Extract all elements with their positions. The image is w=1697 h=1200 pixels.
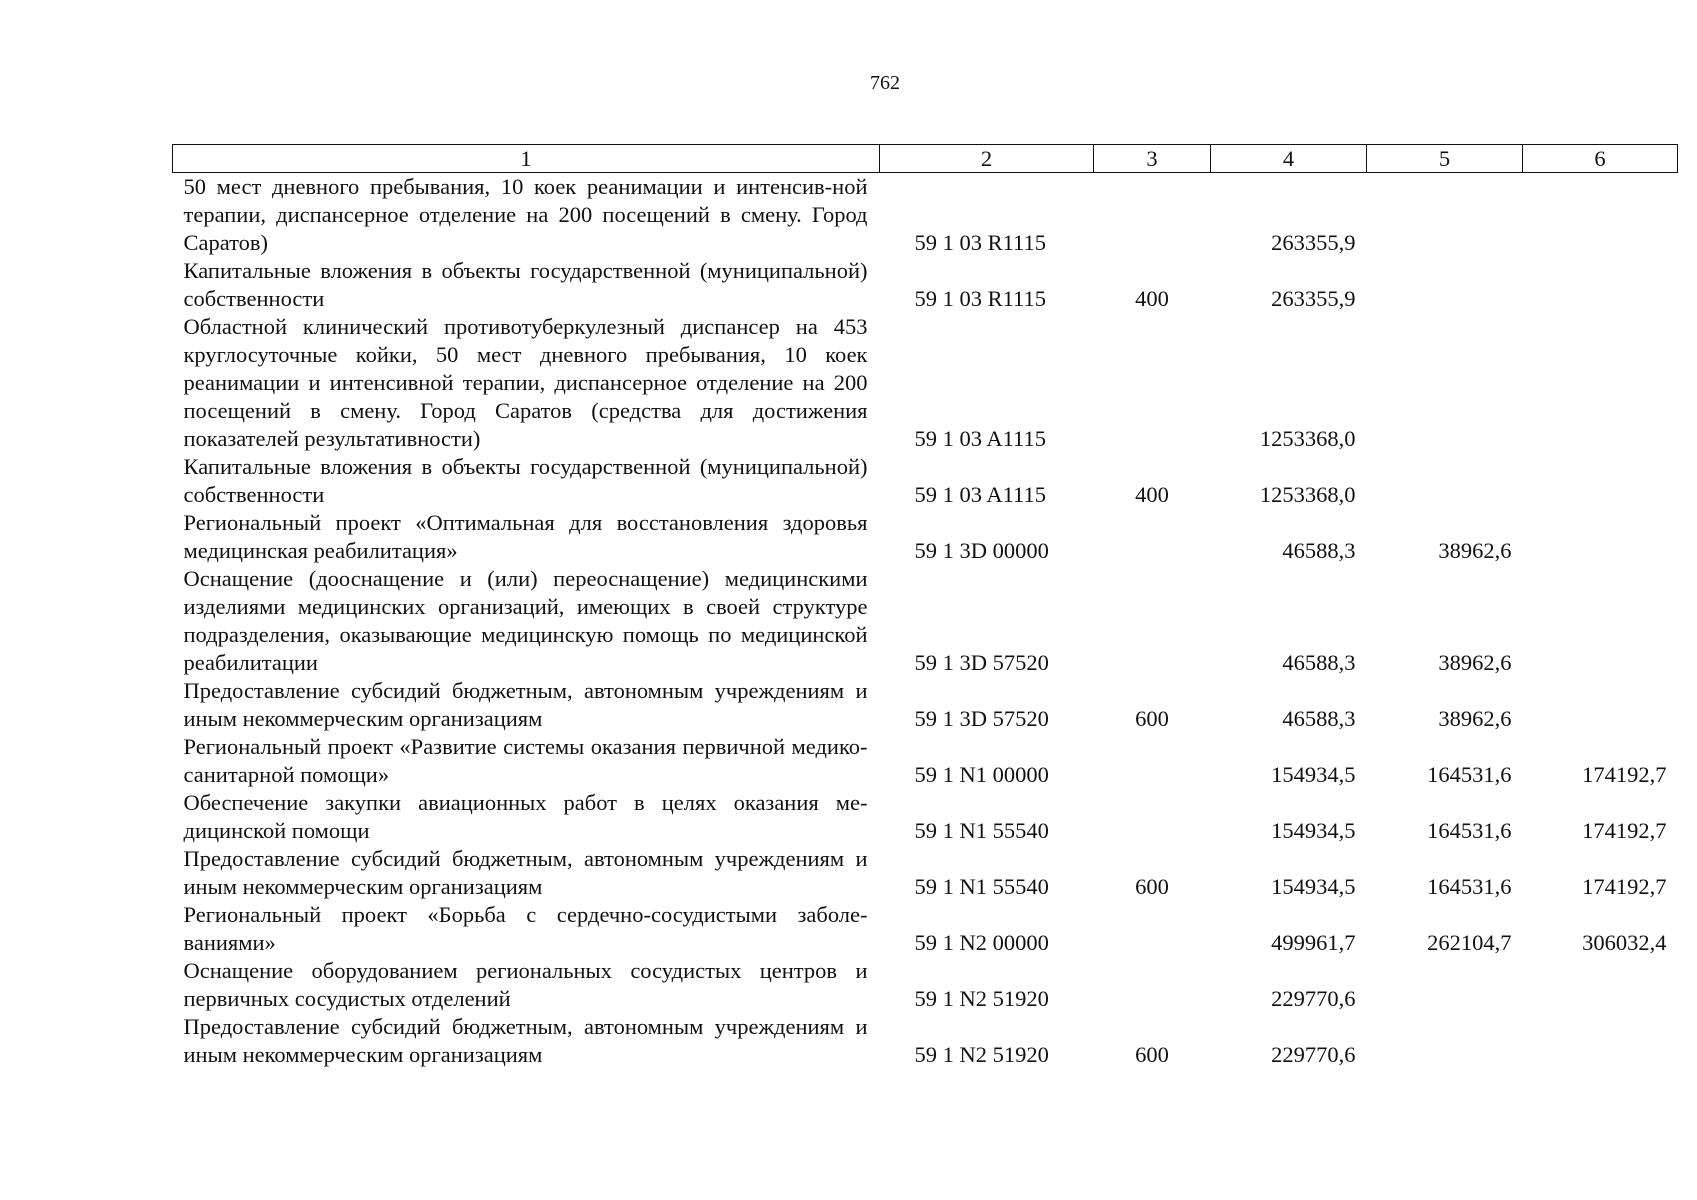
table-row [173,453,1678,509]
header-col-2: 2 [880,145,1094,173]
row-description: Оснащение (дооснащение и (или) переоснащение) медицинскими изделиями медицинских организаций, имеющих в своей структуре подразделения, оказывающие медицинскую помощь по медицинской реабилитации [183,566,868,675]
row-expense-type: 600 [1135,1042,1169,1067]
row-expense-type [1094,789,1211,845]
row-expense-type [1094,509,1211,565]
row-target-code: 59 1 03 A1115 [914,426,1046,451]
row-expense-type [1094,565,1211,677]
table-row [173,509,1678,565]
row-description: Обеспечение закупки авиационных работ в целях оказания медицинской помощи [183,790,868,843]
page-number: 762 [870,72,900,94]
row-amount-col-6 [1523,509,1678,565]
table-row [173,789,1678,845]
row-description: Оснащение оборудованием региональных сосудистых центров и первичных сосудистых отделений [183,958,868,1011]
row-amount-col-4: 154934,5 [1271,762,1356,787]
row-amount-col-4: 229770,6 [1271,986,1356,1011]
header-col-3: 3 [1094,145,1211,173]
table-row [173,173,1678,258]
row-amount-col-6: 174192,7 [1582,762,1667,787]
table-row [173,677,1678,733]
row-target-code: 59 1 3D 57520 [914,706,1049,731]
row-target-code: 59 1 N1 55540 [914,874,1049,899]
header-col-1: 1 [173,145,880,173]
row-amount-col-4: 263355,9 [1271,230,1356,255]
row-description: 50 мест дневного пребывания, 10 коек реанимации и интенсив-ной терапии, диспансерное отделение на 200 посещений в смену. Город Саратов) [183,174,868,255]
table-row [173,901,1678,957]
row-amount-col-5 [1367,173,1523,258]
row-description: Областной клинический противотуберкулезный диспансер на 453 круглосуточные койки, 50 мест дневного пребывания, 10 коек реанимации и интенсивной терапии, диспансерное отделение на 200 посещений в смену. Город Саратов (средства для достижения показателей результативности) [183,314,868,451]
row-description: Предоставление субсидий бюджетным, автономным учреждениям и иным некоммерческим организациям [183,1014,868,1067]
row-amount-col-6 [1523,1013,1678,1069]
row-description: Региональный проект «Борьба с сердечно-сосудистыми заболеваниями» [183,902,868,955]
table-row [173,1013,1678,1069]
row-description: Капитальные вложения в объекты государственной (муниципальной) собственности [183,454,868,507]
row-amount-col-6: 174192,7 [1582,818,1667,843]
row-target-code: 59 1 N2 51920 [914,1042,1049,1067]
row-amount-col-6: 306032,4 [1582,930,1667,955]
row-amount-col-4: 229770,6 [1271,1042,1356,1067]
header-col-6: 6 [1523,145,1678,173]
row-target-code: 59 1 3D 00000 [914,538,1049,563]
row-amount-col-5: 262104,7 [1427,930,1512,955]
header-col-4: 4 [1211,145,1367,173]
row-target-code: 59 1 N1 55540 [914,818,1049,843]
row-amount-col-4: 1253368,0 [1259,482,1356,507]
row-description: Региональный проект «Развитие системы оказания первичной медико-санитарной помощи» [183,734,868,787]
row-amount-col-5: 38962,6 [1438,706,1512,731]
row-target-code: 59 1 03 R1115 [914,286,1046,311]
table-header [173,145,1678,173]
table-row [173,957,1678,1013]
row-target-code: 59 1 N1 00000 [914,762,1049,787]
row-expense-type [1094,733,1211,789]
budget-table [172,144,1678,1069]
row-amount-col-5 [1367,257,1523,313]
row-target-code: 59 1 N2 51920 [914,986,1049,1011]
row-amount-col-6: 174192,7 [1582,874,1667,899]
row-amount-col-5 [1367,453,1523,509]
row-amount-col-5 [1367,1013,1523,1069]
table-row [173,313,1678,453]
table-row [173,845,1678,901]
table-body [173,173,1678,1070]
row-description: Региональный проект «Оптимальная для восстановления здоровья медицинская реабилитация» [183,510,868,563]
row-target-code: 59 1 N2 00000 [914,930,1049,955]
row-expense-type: 600 [1135,874,1169,899]
table-row [173,565,1678,677]
row-amount-col-5: 164531,6 [1427,762,1512,787]
row-amount-col-6 [1523,173,1678,258]
row-description: Капитальные вложения в объекты государственной (муниципальной) собственности [183,258,868,311]
row-amount-col-4: 154934,5 [1271,818,1356,843]
table-row [173,733,1678,789]
row-amount-col-4: 46588,3 [1282,538,1356,563]
row-description: Предоставление субсидий бюджетным, автономным учреждениям и иным некоммерческим организациям [183,678,868,731]
row-amount-col-5 [1367,957,1523,1013]
header-row [173,145,1678,173]
row-target-code: 59 1 03 A1115 [914,482,1046,507]
row-amount-col-5: 164531,6 [1427,818,1512,843]
row-expense-type [1094,313,1211,453]
row-amount-col-6 [1523,565,1678,677]
row-target-code: 59 1 03 R1115 [914,230,1046,255]
row-amount-col-4: 499961,7 [1271,930,1356,955]
row-amount-col-5: 164531,6 [1427,874,1512,899]
row-amount-col-4: 154934,5 [1271,874,1356,899]
row-amount-col-6 [1523,257,1678,313]
row-description: Предоставление субсидий бюджетным, автономным учреждениям и иным некоммерческим организациям [183,846,868,899]
row-amount-col-6 [1523,453,1678,509]
row-target-code: 59 1 3D 57520 [914,650,1049,675]
row-expense-type [1094,957,1211,1013]
row-amount-col-5 [1367,313,1523,453]
row-amount-col-4: 46588,3 [1282,706,1356,731]
row-expense-type: 400 [1135,286,1169,311]
row-amount-col-6 [1523,957,1678,1013]
row-amount-col-6 [1523,677,1678,733]
row-amount-col-6 [1523,313,1678,453]
row-amount-col-4: 46588,3 [1282,650,1356,675]
header-col-5: 5 [1367,145,1523,173]
row-expense-type: 400 [1135,482,1169,507]
row-expense-type: 600 [1135,706,1169,731]
row-amount-col-5: 38962,6 [1438,538,1512,563]
row-expense-type [1094,901,1211,957]
row-amount-col-4: 263355,9 [1271,286,1356,311]
row-amount-col-4: 1253368,0 [1259,426,1356,451]
row-expense-type [1094,173,1211,258]
row-amount-col-5: 38962,6 [1438,650,1512,675]
table-row [173,257,1678,313]
